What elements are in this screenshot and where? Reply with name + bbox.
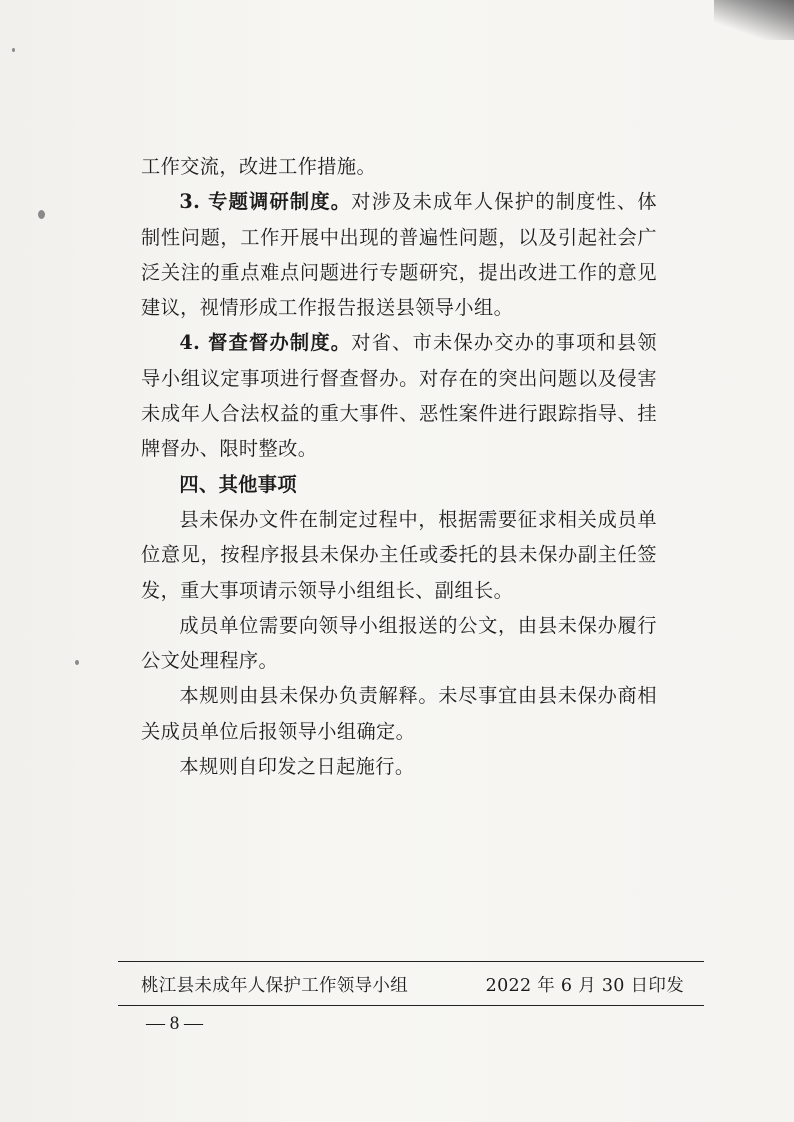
scan-speck [12,48,15,52]
page-number: — 8 — [146,1013,203,1034]
footer-rule-top [118,961,704,962]
paragraph-label: 4. 督查督办制度。 [179,331,352,355]
paragraph-effective: 本规则自印发之日起施行。 [179,755,415,779]
section-heading: 四、其他事项 [179,472,297,496]
paragraph-interpretation: 本规则由县未保办负责解释。未尽事宜由县未保办商相关成员单位后报领导小组确定。 [141,684,657,743]
paragraph-documents: 县未保办文件在制定过程中，根据需要征求相关成员单位意见，按程序报县未保办主任或委托的县未保办副主任签发，重大事项请示领导小组组长、副组长。 [141,507,657,602]
scan-shadow [714,0,794,40]
footer-rule-bottom [118,1005,704,1006]
paragraph-supervision: 4. 督查督办制度。对省、市未保办交办的事项和县领导小组议定事项进行督查督办。对存在的突出问题以及侵害未成年人合法权益的重大事件、恶性案件进行跟踪指导、挂牌督办、限时整改。 [141,331,658,461]
scan-speck [38,210,45,219]
paragraph-member-units: 成员单位需要向领导小组报送的公文，由县未保办履行公文处理程序。 [141,613,657,673]
issue-date: 2022 年 6 月 30 日印发 [485,976,684,996]
scan-speck [75,660,79,665]
paragraph-special-research: 3. 专题调研制度。对涉及未成年人保护的制度性、体制性问题，工作开展中出现的普遍性问题，以及引起社会广泛关注的重点难点问题进行专题研究，提出改进工作的意见建议，视情形成工作报告报送县领导小组。 [141,190,658,320]
issuing-organization: 桃江县未成年人保护工作领导小组 [141,976,408,996]
continued-paragraph: 工作交流，改进工作措施。 [141,155,377,178]
paragraph-label: 3. 专题调研制度。 [179,190,352,214]
document-body [141,149,657,784]
